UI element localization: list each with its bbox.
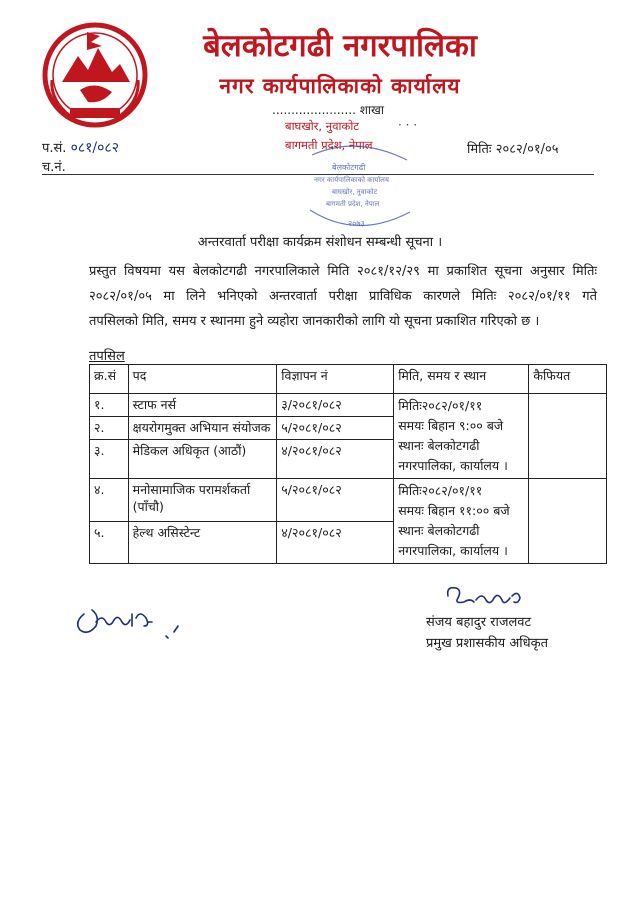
branch-line: ...................... शाखा (272, 103, 384, 117)
cell-position: मेडिकल अधिकृत (आठौं) (128, 440, 277, 479)
stamp-text-bottom2: बागमती प्रदेश, नेपाल (326, 200, 380, 208)
cell-advert: ५/२०८१/०८२ (277, 417, 394, 440)
date-value: २०८२/०१/०५ (495, 142, 559, 157)
ref-label: प.सं. (42, 141, 67, 156)
table-header-row (90, 365, 607, 394)
cell-sn: २. (90, 417, 129, 440)
group1-place1: स्थानः बेलकोटगढी (398, 438, 480, 453)
group2-date: मितिः२०८२/०१/११ (398, 483, 483, 498)
cell-remarks-group-1 (529, 394, 607, 479)
cell-advert: ४/२०८१/०८२ (277, 521, 394, 564)
municipality-logo (40, 20, 150, 130)
table-title: तपसिल (89, 349, 125, 364)
header-remarks: कैफियत (529, 365, 607, 394)
chalani-label: च.नं. (42, 160, 66, 175)
cell-advert: ३/२०८१/०८२ (277, 394, 394, 417)
address-line-1: बाघखोर, नुवाकोट (285, 119, 360, 133)
cell-sn: ४. (90, 479, 129, 522)
header-sn: क्र.सं (90, 365, 129, 394)
letter-date (467, 139, 559, 157)
cell-position: स्टाफ नर्स (128, 394, 277, 417)
cell-datetime-group-2 (394, 479, 529, 564)
table-row (90, 394, 607, 417)
officer-signature (440, 580, 530, 610)
notice-subject: अन्तरवार्ता परीक्षा कार्यक्रम संशोधन सम्बन्धी सूचना । (197, 235, 443, 250)
group1-date: मितिः२०८२/०१/११ (398, 398, 483, 413)
cell-sn: ३. (90, 440, 129, 479)
stamp-text-top: बेलकोटगढी (332, 163, 366, 172)
cell-position: हेल्थ असिस्टेन्ट (128, 521, 277, 564)
group2-time: समयः बिहान ११:०० बजे (398, 503, 510, 518)
left-signature (70, 592, 180, 647)
body-line-2: २०८२/०१/०५ मा लिने भनिएको अन्तरवार्ता परीक्षा प्राविधिक कारणले मितिः २०८२/०१/११ गते (89, 289, 597, 304)
reference-number (42, 138, 119, 157)
group1-place2: नगरपालिका, कार्यालय । (398, 458, 508, 473)
stamp-year: २०७३ (348, 219, 365, 228)
cell-position: मनोसामाजिक परामर्शकर्ता (पाँचौ) (128, 479, 277, 522)
address-line-2: बागमती प्रदेश, नेपाल (285, 138, 373, 152)
group1-time: समयः बिहान ९:०० बजे (398, 418, 504, 433)
group2-place1: स्थानः बेलकोटगढी (398, 523, 480, 538)
official-stamp (292, 140, 422, 235)
stamp-text-mid: नगर कार्यपालिकाको कार्यालय (314, 176, 389, 184)
header-advert: विज्ञापन नं (277, 365, 394, 394)
cell-advert: ४/२०८१/०८२ (277, 440, 394, 479)
cell-position: क्षयरोगमुक्त अभियान संयोजक (128, 417, 277, 440)
schedule-table (89, 364, 607, 564)
group2-place2: नगरपालिका, कार्यालय । (398, 543, 508, 558)
body-line-3: तपसिलको मिति, समय र स्थानमा हुने व्यहोरा जानकारीको लागि यो सूचना प्रकाशित गरिएको छ । (89, 314, 540, 329)
cell-remarks-group-2 (529, 479, 607, 564)
date-label: मितिः (467, 142, 492, 157)
officer-name: संजय बहादुर राजलवट (426, 615, 532, 630)
office-name: नगर कार्यपालिकाको कार्यालय (219, 74, 461, 98)
header-position: पद (128, 365, 277, 394)
ref-value: ०८१/०८२ (70, 140, 119, 156)
cell-sn: १. (90, 394, 129, 417)
cell-datetime-group-1 (394, 394, 529, 479)
officer-title: प्रमुख प्रशासकीय अधिकृत (426, 636, 549, 651)
cell-advert: ५/२०८१/०८२ (277, 479, 394, 522)
table-row (90, 479, 607, 522)
stamp-text-bottom1: बाघखोर, नुवाकोट (332, 188, 378, 196)
org-name: बेलकोटगढी नगरपालिका (203, 28, 477, 64)
notice-body (89, 259, 597, 334)
decorative-dots: · · · (398, 118, 418, 132)
body-line-1: प्रस्तुत विषयमा यस बेलकोटगढी नगरपालिकाले मिति २०८१/१२/२९ मा प्रकाशित सूचना अनुसार मितिः (89, 264, 597, 279)
header-datetime: मिति, समय र स्थान (394, 365, 529, 394)
cell-sn: ५. (90, 521, 129, 564)
